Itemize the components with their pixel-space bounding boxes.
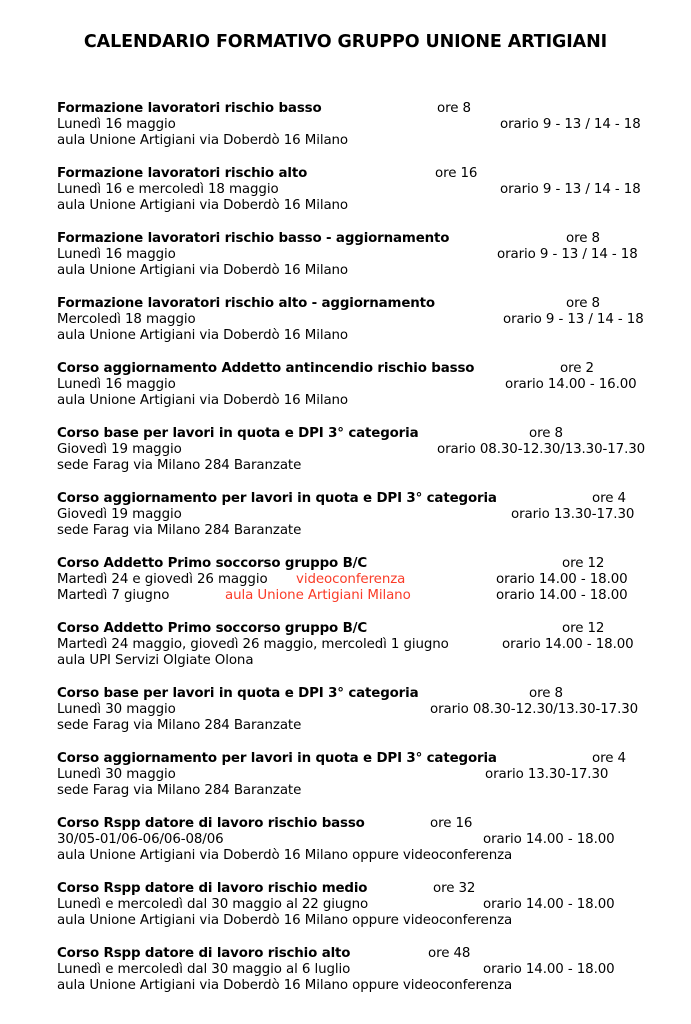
course-entry-date-row [0, 442, 691, 458]
course-entry-date-row [0, 117, 691, 133]
course-title: Formazione lavoratori rischio alto - aggiornamento [57, 296, 435, 311]
course-entry-date-row [0, 832, 691, 848]
course-entry-title-row [0, 556, 691, 572]
course-entry-venue-row [0, 393, 691, 409]
course-venue: aula Unione Artigiani via Doberdò 16 Milano [57, 328, 349, 343]
course-entry-title-row [0, 296, 691, 312]
course-title: Corso base per lavori in quota e DPI 3° categoria [57, 686, 419, 701]
course-title: Corso Rspp datore di lavoro rischio alto [57, 946, 351, 961]
course-date: Giovedì 19 maggio [57, 507, 182, 522]
course-venue: aula Unione Artigiani via Doberdò 16 Milano [57, 133, 349, 148]
course-schedule: orario 08.30-12.30/13.30-17.30 [430, 702, 639, 717]
course-entry-date-row [0, 312, 691, 328]
course-entry-title-row [0, 686, 691, 702]
course-schedule: orario 14.00 - 16.00 [505, 377, 637, 392]
course-date: Lunedì 30 maggio [57, 702, 176, 717]
course-entry-date-row [0, 182, 691, 198]
course-hours: ore 4 [592, 751, 626, 766]
course-schedule: orario 14.00 - 18.00 [483, 962, 615, 977]
course-title: Corso aggiornamento per lavori in quota e DPI 3° categoria [57, 491, 497, 506]
page-title: CALENDARIO FORMATIVO GRUPPO UNIONE ARTIGIANI [83, 32, 608, 52]
course-date: Giovedì 19 maggio [57, 442, 182, 457]
course-entry-venue-row [0, 913, 691, 929]
course-entry-title-row [0, 231, 691, 247]
course-hours: ore 48 [428, 946, 471, 961]
course-entry-date-row [0, 507, 691, 523]
course-entry [0, 166, 691, 231]
course-entry-title-row [0, 166, 691, 182]
course-schedule: orario 08.30-12.30/13.30-17.30 [437, 442, 646, 457]
course-venue: sede Farag via Milano 284 Baranzate [57, 458, 302, 473]
course-schedule: orario 9 - 13 / 14 - 18 [500, 117, 641, 132]
course-note-highlight: videoconferenza [296, 572, 406, 587]
course-schedule: orario 9 - 13 / 14 - 18 [497, 247, 638, 262]
course-entry-date-row [0, 702, 691, 718]
course-date: Lunedì 16 maggio [57, 247, 176, 262]
course-entry [0, 686, 691, 751]
course-venue: aula Unione Artigiani via Doberdò 16 Milano [57, 393, 349, 408]
course-hours: ore 8 [437, 101, 471, 116]
course-schedule: orario 14.00 - 18.00 [483, 897, 615, 912]
course-title: Corso Addetto Primo soccorso gruppo B/C [57, 621, 368, 636]
course-entry-date-row [0, 247, 691, 263]
course-entry [0, 621, 691, 686]
course-title: Corso Rspp datore di lavoro rischio basso [57, 816, 365, 831]
course-entry [0, 231, 691, 296]
course-hours: ore 2 [560, 361, 594, 376]
course-venue: aula Unione Artigiani via Doberdò 16 Milano oppure videoconferenza [57, 978, 513, 993]
course-entry-title-row [0, 361, 691, 377]
course-date: Lunedì 30 maggio [57, 767, 176, 782]
course-entry-date-row [0, 767, 691, 783]
course-schedule: orario 13.30-17.30 [511, 507, 635, 522]
course-venue: sede Farag via Milano 284 Baranzate [57, 783, 302, 798]
course-venue: aula Unione Artigiani via Doberdò 16 Milano oppure videoconferenza [57, 848, 513, 863]
course-entry-venue-row [0, 133, 691, 149]
course-schedule: orario 9 - 13 / 14 - 18 [500, 182, 641, 197]
course-date: 30/05-01/06-06/06-08/06 [57, 832, 224, 847]
course-hours: ore 32 [433, 881, 476, 896]
course-entry-venue-row [0, 458, 691, 474]
course-venue: aula UPI Servizi Olgiate Olona [57, 653, 254, 668]
course-title: Corso aggiornamento Addetto antincendio rischio basso [57, 361, 475, 376]
course-schedule: orario 14.00 - 18.00 [483, 832, 615, 847]
course-entry [0, 101, 691, 166]
course-entry-date-row [0, 897, 691, 913]
course-entry-venue-row [0, 978, 691, 994]
course-hours: ore 8 [529, 426, 563, 441]
course-title: Corso Addetto Primo soccorso gruppo B/C [57, 556, 368, 571]
course-entry-venue-row [0, 523, 691, 539]
course-title: Corso base per lavori in quota e DPI 3° categoria [57, 426, 419, 441]
course-entry-extra-date-row [0, 588, 691, 604]
course-date: Lunedì 16 maggio [57, 377, 176, 392]
course-entry [0, 426, 691, 491]
course-entry-title-row [0, 426, 691, 442]
course-title: Formazione lavoratori rischio alto [57, 166, 308, 181]
course-entry-venue-row [0, 848, 691, 864]
course-entry [0, 816, 691, 881]
course-venue: aula Unione Artigiani via Doberdò 16 Milano [57, 198, 349, 213]
course-entry-date-row [0, 962, 691, 978]
course-extra-schedule: orario 14.00 - 18.00 [496, 588, 628, 603]
course-date: Lunedì 16 e mercoledì 18 maggio [57, 182, 279, 197]
course-title: Formazione lavoratori rischio basso - aggiornamento [57, 231, 450, 246]
course-entry [0, 296, 691, 361]
course-entry-title-row [0, 946, 691, 962]
course-venue: aula Unione Artigiani via Doberdò 16 Milano [57, 263, 349, 278]
course-schedule: orario 9 - 13 / 14 - 18 [503, 312, 644, 327]
course-title: Corso Rspp datore di lavoro rischio medio [57, 881, 368, 896]
course-date: Lunedì e mercoledì dal 30 maggio al 22 giugno [57, 897, 369, 912]
course-entry-title-row [0, 816, 691, 832]
course-hours: ore 12 [562, 556, 605, 571]
course-date: Martedì 24 maggio, giovedì 26 maggio, mercoledì 1 giugno [57, 637, 449, 652]
course-schedule: orario 13.30-17.30 [485, 767, 609, 782]
course-venue: aula Unione Artigiani via Doberdò 16 Milano oppure videoconferenza [57, 913, 513, 928]
course-entry-title-row [0, 491, 691, 507]
course-extra-note-highlight: aula Unione Artigiani Milano [225, 588, 411, 603]
course-entry [0, 751, 691, 816]
course-entry-venue-row [0, 263, 691, 279]
course-entry [0, 361, 691, 426]
course-entry-venue-row [0, 783, 691, 799]
course-hours: ore 4 [592, 491, 626, 506]
course-entry-title-row [0, 751, 691, 767]
course-schedule: orario 14.00 - 18.00 [496, 572, 628, 587]
course-hours: ore 8 [529, 686, 563, 701]
course-hours: ore 8 [566, 296, 600, 311]
course-entry [0, 881, 691, 946]
course-title: Corso aggiornamento per lavori in quota e DPI 3° categoria [57, 751, 497, 766]
course-date: Lunedì e mercoledì dal 30 maggio al 6 luglio [57, 962, 351, 977]
course-date: Lunedì 16 maggio [57, 117, 176, 132]
course-hours: ore 8 [566, 231, 600, 246]
course-entry [0, 556, 691, 621]
course-venue: sede Farag via Milano 284 Baranzate [57, 523, 302, 538]
course-date: Mercoledì 18 maggio [57, 312, 196, 327]
course-schedule: orario 14.00 - 18.00 [502, 637, 634, 652]
course-entry-title-row [0, 881, 691, 897]
course-hours: ore 12 [562, 621, 605, 636]
course-entry [0, 491, 691, 556]
course-entry-date-row [0, 572, 691, 588]
course-title: Formazione lavoratori rischio basso [57, 101, 322, 116]
course-entry-title-row [0, 621, 691, 637]
course-entry-venue-row [0, 198, 691, 214]
course-venue: sede Farag via Milano 284 Baranzate [57, 718, 302, 733]
course-date: Martedì 24 e giovedì 26 maggio [57, 572, 268, 587]
course-entry-title-row [0, 101, 691, 117]
course-hours: ore 16 [430, 816, 473, 831]
course-entry-venue-row [0, 653, 691, 669]
course-extra-date: Martedì 7 giugno [57, 588, 170, 603]
course-entry [0, 946, 691, 1011]
course-entry-venue-row [0, 718, 691, 734]
course-entry-date-row [0, 377, 691, 393]
course-entry-venue-row [0, 328, 691, 344]
course-list [0, 101, 691, 1011]
course-entry-date-row [0, 637, 691, 653]
course-hours: ore 16 [435, 166, 478, 181]
